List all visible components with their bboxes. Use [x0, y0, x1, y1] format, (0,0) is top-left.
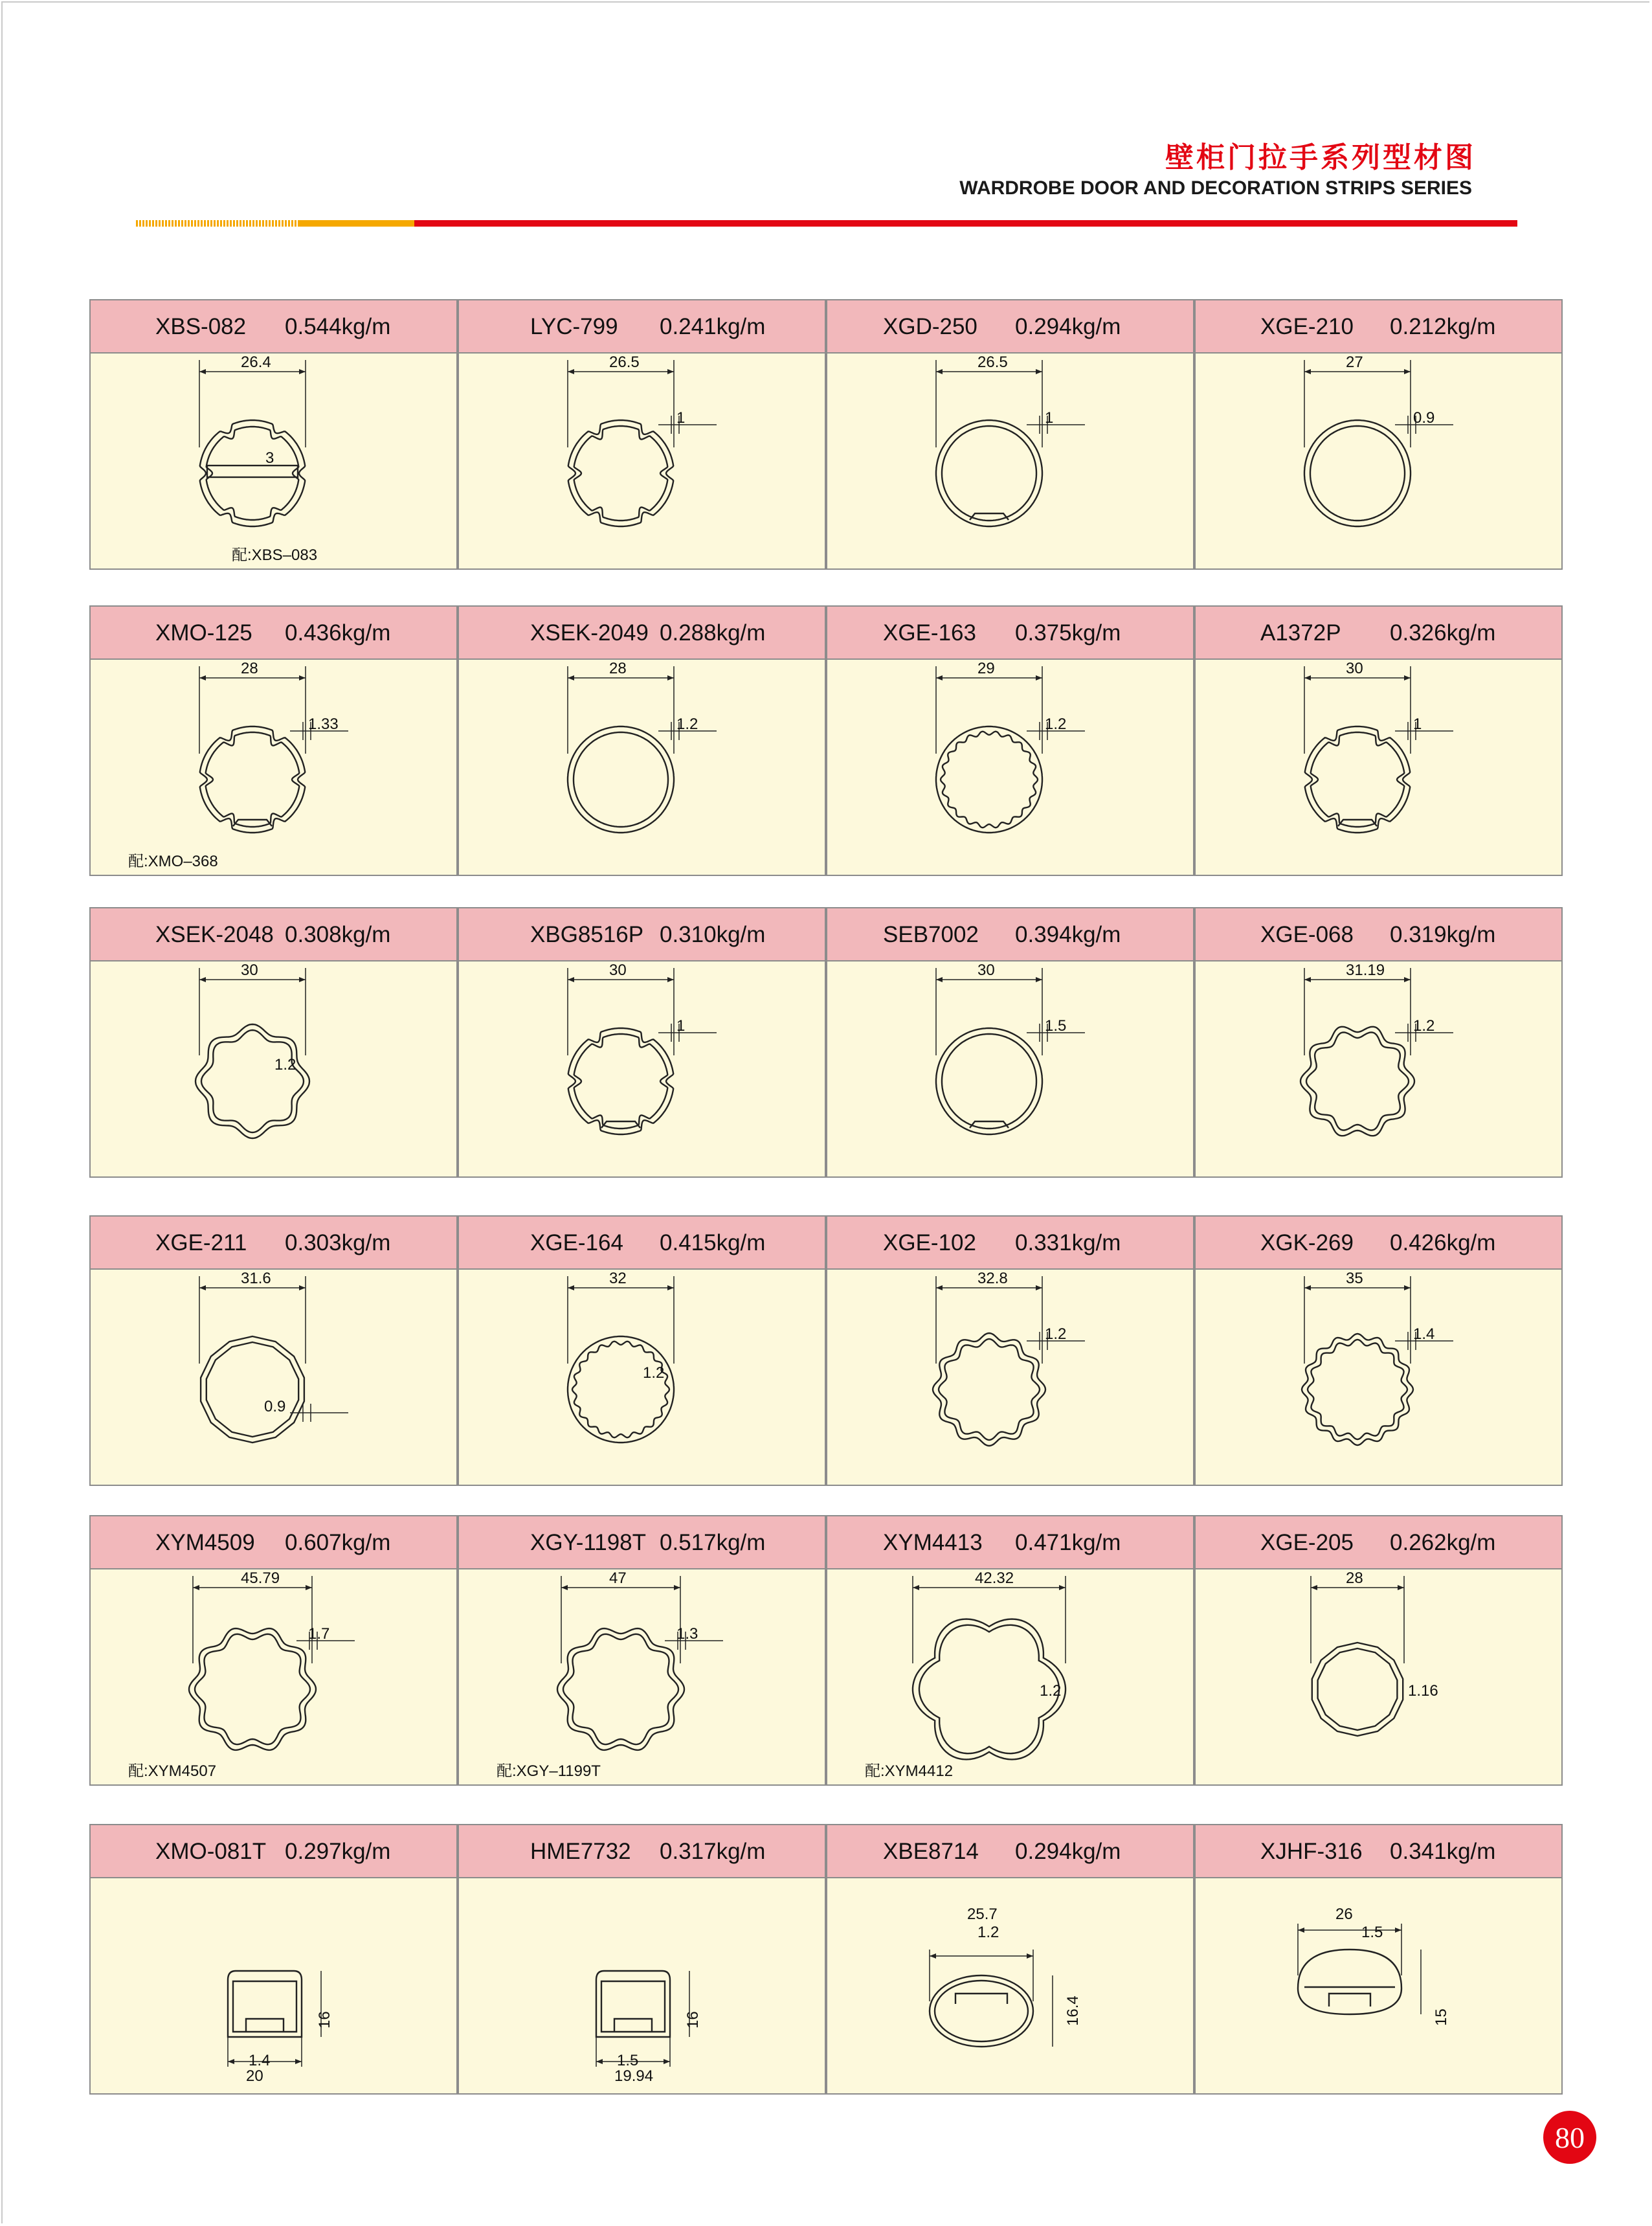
- profile-weight: 0.294kg/m: [1015, 314, 1121, 339]
- profile-code: XGY-1198T: [530, 1530, 646, 1555]
- profile-weight: 0.375kg/m: [1015, 620, 1121, 646]
- profile-weight: 0.297kg/m: [285, 1839, 391, 1864]
- profile-card-header: [1196, 1217, 1561, 1270]
- dimension-wall-label: 1: [1045, 409, 1054, 427]
- profile-card-header: [91, 908, 456, 961]
- profile-card-header: [827, 300, 1193, 354]
- dimension-line-diameter: [936, 1276, 1042, 1364]
- profile-card-header: [459, 908, 825, 961]
- profile-card: [1194, 1515, 1563, 1786]
- profile-drawing: [91, 1878, 456, 2093]
- dimension-line-diameter: [936, 666, 1042, 754]
- profile-weight: 0.471kg/m: [1015, 1530, 1121, 1555]
- profile-weight: 0.288kg/m: [660, 620, 766, 646]
- profile-drawing: [459, 1569, 825, 1784]
- profile-card: [89, 1515, 458, 1786]
- dimension-diameter-label: 30: [1346, 660, 1363, 677]
- profile-card-header: [1196, 300, 1561, 354]
- profile-drawing: [827, 354, 1193, 568]
- profile-inner-outline: [206, 1342, 298, 1437]
- profile-outline: [189, 1628, 316, 1750]
- profile-weight: 0.319kg/m: [1390, 922, 1496, 947]
- matching-profile-note: 配:XGY–1199T: [497, 1762, 601, 1780]
- profile-card: [458, 907, 826, 1178]
- profile-inner-outline: [206, 732, 300, 827]
- dimension-diameter-label: 30: [609, 961, 627, 979]
- profile-code: XGE-068: [1260, 922, 1354, 947]
- dimension-diameter-label: 47: [609, 1569, 627, 1587]
- profile-outline: [933, 1333, 1045, 1446]
- profile-inner-outline: [919, 1625, 1062, 1753]
- profile-weight: 0.415kg/m: [660, 1230, 766, 1255]
- profile-card: [1194, 907, 1563, 1178]
- profile-code: XJHF-316: [1260, 1839, 1363, 1864]
- profile-card-header: [1196, 1516, 1561, 1569]
- profile-code: XGE-164: [530, 1230, 623, 1255]
- profile-outline: [936, 1028, 1042, 1134]
- profile-card-header: [459, 1825, 825, 1878]
- profile-card: [458, 1215, 826, 1486]
- profile-inner-outline: [574, 732, 668, 827]
- header-line-orange-segment: [298, 220, 414, 227]
- profile-code: A1372P: [1260, 620, 1341, 646]
- profile-inner-outline: [935, 1981, 1028, 2041]
- dimension-thickness-label: 1.2: [274, 1056, 296, 1074]
- profile-inner-outline: [1306, 1032, 1409, 1130]
- profile-card-header: [459, 300, 825, 354]
- profile-drawing: [1196, 660, 1561, 875]
- profile-outline: [1312, 1643, 1403, 1736]
- profile-inner-outline: [201, 1030, 304, 1132]
- dimension-wall-label: 1.3: [676, 1625, 698, 1643]
- profile-row: [89, 1515, 1563, 1786]
- profile-outline: [568, 420, 673, 526]
- dimension-diameter-label: 29: [977, 660, 995, 677]
- profile-drawing: [91, 961, 456, 1176]
- profile-inner-outline: [233, 1981, 296, 2032]
- profile-weight: 0.241kg/m: [660, 314, 766, 339]
- dimension-diameter-label: 26.5: [977, 354, 1008, 371]
- matching-profile-note: 配:XMO–368: [128, 853, 218, 870]
- matching-profile-note: 配:XYM4412: [865, 1762, 954, 1780]
- matching-profile-note: 配:XYM4507: [128, 1762, 217, 1780]
- profile-inner-outline: [601, 1981, 665, 2032]
- profile-weight: 0.308kg/m: [285, 922, 391, 947]
- profile-weight: 0.436kg/m: [285, 620, 391, 646]
- profile-inner-outline: [1308, 1340, 1407, 1439]
- profile-inner-outline: [574, 1034, 668, 1129]
- dimension-thickness-label: 3: [265, 449, 274, 467]
- profile-card-header: [827, 1217, 1193, 1270]
- profile-drawing: [1196, 354, 1561, 568]
- dimension-line-wall: [1395, 722, 1453, 740]
- dimension-wall-label: 1.2: [1045, 1325, 1067, 1343]
- profile-drawing: [459, 1270, 825, 1485]
- dimension-line-diameter: [199, 968, 306, 1055]
- profile-inner-outline: [574, 426, 668, 521]
- profile-card: [826, 299, 1194, 570]
- profile-drawing: [827, 961, 1193, 1176]
- profile-inner-bar: [207, 466, 298, 477]
- dimension-thickness-label: 1.16: [1408, 1682, 1438, 1700]
- profile-code: XYM4509: [155, 1530, 255, 1555]
- profile-drawing: [91, 354, 456, 568]
- dimension-detail-label: 1.2: [977, 1924, 999, 1941]
- dimension-line-diameter: [1304, 968, 1411, 1055]
- dimension-thickness-label: 1.2: [643, 1364, 665, 1382]
- profile-card-header: [91, 1217, 456, 1270]
- profile-card-header: [1196, 607, 1561, 660]
- dimension-line-diameter: [1304, 360, 1411, 447]
- profile-code: XBS-082: [155, 314, 247, 339]
- profile-weight: 0.341kg/m: [1390, 1839, 1496, 1864]
- dimension-line-diameter: [936, 968, 1042, 1055]
- profile-row: [89, 907, 1563, 1178]
- dimension-detail-label: 1.5: [617, 2052, 639, 2069]
- profile-card: [1194, 605, 1563, 876]
- profile-row: [89, 1824, 1563, 2095]
- dimension-diameter-label: 28: [241, 660, 258, 677]
- profile-drawing: [827, 1569, 1193, 1784]
- profile-weight: 0.331kg/m: [1015, 1230, 1121, 1255]
- dimension-wall-label: 1: [676, 1017, 686, 1035]
- profile-outline: [200, 726, 305, 833]
- profile-card: [458, 1824, 826, 2095]
- profile-outline: [568, 1028, 673, 1134]
- profile-weight: 0.262kg/m: [1390, 1530, 1496, 1555]
- profile-outline: [1305, 726, 1410, 833]
- profile-card: [89, 299, 458, 570]
- dimension-line-diameter: [199, 1276, 306, 1364]
- profile-code: XGK-269: [1260, 1230, 1354, 1255]
- profile-card-header: [91, 300, 456, 354]
- profile-code: XGE-163: [883, 620, 976, 646]
- profile-code: XGE-211: [155, 1230, 247, 1255]
- dimension-diameter-label: 28: [609, 660, 627, 677]
- dimension-width-label: 20: [246, 2067, 263, 2085]
- dimension-diameter-label: 32: [609, 1270, 627, 1287]
- profile-slot: [614, 2019, 652, 2032]
- dimension-wall-label: 1: [676, 409, 686, 427]
- dimension-diameter-label: 28: [1346, 1569, 1363, 1587]
- dimension-wall-label: 1.33: [308, 715, 339, 733]
- profile-outline: [201, 1336, 304, 1443]
- profile-code: XGD-250: [883, 314, 977, 339]
- profile-drawing: [1196, 1878, 1561, 2093]
- profile-inner-outline: [1318, 1648, 1398, 1730]
- page-title-chinese: 壁柜门拉手系列型材图: [1165, 141, 1476, 174]
- header-line-red-segment: [414, 220, 1517, 227]
- profile-code: LYC-799: [530, 314, 618, 339]
- profile-slot: [955, 1994, 1007, 2004]
- profile-outline: [936, 420, 1042, 526]
- profile-row: [89, 299, 1563, 570]
- header-decorative-line: [136, 220, 1517, 227]
- profile-drawing: [1196, 961, 1561, 1176]
- profile-card-header: [91, 1825, 456, 1878]
- profile-code: XGE-210: [1260, 314, 1354, 339]
- profile-card: [1194, 299, 1563, 570]
- profile-weight: 0.394kg/m: [1015, 922, 1121, 947]
- profile-card-header: [1196, 908, 1561, 961]
- profile-card-header: [91, 1516, 456, 1569]
- profile-drawing: [1196, 1569, 1561, 1784]
- dimension-wall-label: 1.7: [308, 1625, 330, 1643]
- profile-card: [458, 299, 826, 570]
- profile-outline: [568, 726, 674, 833]
- profile-outline: [1298, 1950, 1401, 2014]
- profile-inner-outline: [572, 1342, 669, 1438]
- dimension-height-label: 15: [1433, 2008, 1450, 2026]
- profile-slot: [246, 2019, 284, 2032]
- profile-weight: 0.607kg/m: [285, 1530, 391, 1555]
- profile-outline: [200, 420, 305, 526]
- matching-profile-note: 配:XBS–083: [232, 546, 318, 564]
- dimension-wall-label: 1.2: [1045, 715, 1067, 733]
- dimension-detail-label: 1.4: [249, 2052, 271, 2069]
- profile-drawing: [1196, 1270, 1561, 1485]
- profile-weight: 0.326kg/m: [1390, 620, 1496, 646]
- profile-outline: [1304, 420, 1411, 526]
- profile-drawing: [827, 1878, 1193, 2093]
- dimension-line-wall: [658, 1024, 717, 1042]
- profile-drawing: [91, 660, 456, 875]
- dimension-diameter-label: 26.5: [609, 354, 640, 371]
- profile-inner-outline: [942, 426, 1036, 521]
- profile-outline: [1302, 1334, 1413, 1445]
- profile-card-header: [827, 607, 1193, 660]
- dimension-line-diameter: [1311, 1576, 1404, 1663]
- profile-slot: [1329, 1994, 1370, 2007]
- dimension-line-diameter: [193, 1576, 312, 1663]
- profile-inner-outline: [195, 1634, 310, 1744]
- profile-card: [826, 605, 1194, 876]
- profile-card-header: [1196, 1825, 1561, 1878]
- dimension-diameter-label: 32.8: [977, 1270, 1008, 1287]
- page-number-badge: 80: [1543, 2111, 1596, 2164]
- profile-drawing: [459, 660, 825, 875]
- profile-code: SEB7002: [883, 922, 979, 947]
- profile-code: XBG8516P: [530, 922, 644, 947]
- dimension-height-label: 16.4: [1064, 1996, 1082, 2026]
- profile-card-header: [91, 607, 456, 660]
- profile-card: [826, 1515, 1194, 1786]
- profile-code: XSEK-2048: [155, 922, 274, 947]
- dimension-width-label: 19.94: [614, 2067, 654, 2085]
- dimension-line-diameter: [568, 666, 674, 754]
- dimension-diameter-label: 26.4: [241, 354, 271, 371]
- header-line-dotted-segment: [136, 220, 298, 227]
- profile-code: XMO-125: [155, 620, 252, 646]
- dimension-diameter-label: 31.19: [1346, 961, 1385, 979]
- profile-code: XMO-081T: [155, 1839, 267, 1864]
- profile-card: [1194, 1824, 1563, 2095]
- profile-card-header: [827, 908, 1193, 961]
- profile-code: XBE8714: [883, 1839, 979, 1864]
- profile-weight: 0.317kg/m: [660, 1839, 766, 1864]
- profile-code: XSEK-2049: [530, 620, 649, 646]
- profile-weight: 0.294kg/m: [1015, 1839, 1121, 1864]
- dimension-wall-label: 0.9: [1413, 409, 1435, 427]
- dimension-diameter-label: 42.32: [975, 1569, 1014, 1587]
- dimension-height-label: 16: [316, 2011, 333, 2029]
- profile-card: [89, 1824, 458, 2095]
- profile-drawing: [459, 961, 825, 1176]
- profile-card: [458, 605, 826, 876]
- profile-outline: [1300, 1027, 1414, 1136]
- profile-drawing: [91, 1270, 456, 1485]
- profile-outline: [568, 1336, 674, 1443]
- profile-card-header: [827, 1825, 1193, 1878]
- profile-code: XGE-102: [883, 1230, 976, 1255]
- profile-outline: [557, 1628, 684, 1750]
- profile-weight: 0.310kg/m: [660, 922, 766, 947]
- profile-drawing: [827, 1270, 1193, 1485]
- profile-card-header: [827, 1516, 1193, 1569]
- profile-inner-outline: [1311, 732, 1405, 827]
- dimension-diameter-label: 35: [1346, 1270, 1363, 1287]
- dimension-wall-label: 0.9: [264, 1398, 286, 1415]
- dimension-wall-label: 1.2: [676, 715, 698, 733]
- profile-outline: [195, 1024, 309, 1138]
- dimension-wall-label: 1.2: [1413, 1017, 1435, 1035]
- profile-code: XYM4413: [883, 1530, 983, 1555]
- profile-weight: 0.303kg/m: [285, 1230, 391, 1255]
- profile-weight: 0.426kg/m: [1390, 1230, 1496, 1255]
- profile-inner-outline: [206, 427, 299, 520]
- dimension-line-diameter: [936, 360, 1042, 447]
- dimension-diameter-label: 31.6: [241, 1270, 271, 1287]
- dimension-line-wall: [658, 416, 717, 434]
- profile-card-header: [459, 1217, 825, 1270]
- dimension-detail-label: 1.5: [1361, 1924, 1383, 1941]
- profile-row: [89, 1215, 1563, 1486]
- profile-card: [89, 605, 458, 876]
- profile-card: [826, 1824, 1194, 2095]
- dimension-diameter-label: 27: [1346, 354, 1363, 371]
- dimension-line-wall: [1027, 416, 1085, 434]
- profile-row: [89, 605, 1563, 876]
- profile-code: XGE-205: [1260, 1530, 1354, 1555]
- profile-drawing: [827, 660, 1193, 875]
- profile-card: [826, 907, 1194, 1178]
- dimension-width-label: 26: [1335, 1906, 1353, 1923]
- dimension-wall-label: 1.5: [1045, 1017, 1067, 1035]
- dimension-wall-label: 1: [1413, 715, 1422, 733]
- dimension-wall-label: 1.4: [1413, 1325, 1435, 1343]
- dimension-line-diameter: [1304, 1276, 1411, 1364]
- profile-card: [458, 1515, 826, 1786]
- dimension-diameter-label: 30: [977, 961, 995, 979]
- profile-outline: [936, 726, 1042, 833]
- profile-weight: 0.544kg/m: [285, 314, 391, 339]
- profile-card: [1194, 1215, 1563, 1486]
- profile-drawing: [459, 354, 825, 568]
- dimension-line-diameter: [561, 1576, 680, 1663]
- profile-outline: [930, 1975, 1033, 2047]
- profile-inner-outline: [563, 1634, 678, 1744]
- profile-card: [826, 1215, 1194, 1486]
- profile-inner-outline: [942, 1034, 1036, 1129]
- profile-inner-outline: [1310, 426, 1405, 521]
- profile-code: HME7732: [530, 1839, 631, 1864]
- profile-drawing: [91, 1569, 456, 1784]
- dimension-width-label: 25.7: [967, 1906, 998, 1923]
- profile-card: [89, 1215, 458, 1486]
- page-title-english: WARDROBE DOOR AND DECORATION STRIPS SERIES: [959, 177, 1472, 199]
- profile-weight: 0.212kg/m: [1390, 314, 1496, 339]
- dimension-line-diameter: [568, 1276, 674, 1364]
- profile-card-header: [459, 607, 825, 660]
- dimension-thickness-label: 1.2: [1040, 1682, 1062, 1700]
- profile-inner-outline: [941, 732, 1038, 828]
- dimension-height-label: 16: [684, 2011, 702, 2029]
- dimension-diameter-label: 30: [241, 961, 258, 979]
- profile-drawing: [459, 1878, 825, 2093]
- dimension-diameter-label: 45.79: [241, 1569, 280, 1587]
- dimension-line-wall: [290, 1404, 348, 1422]
- profile-card-header: [459, 1516, 825, 1569]
- profile-card: [89, 907, 458, 1178]
- profile-weight: 0.517kg/m: [660, 1530, 766, 1555]
